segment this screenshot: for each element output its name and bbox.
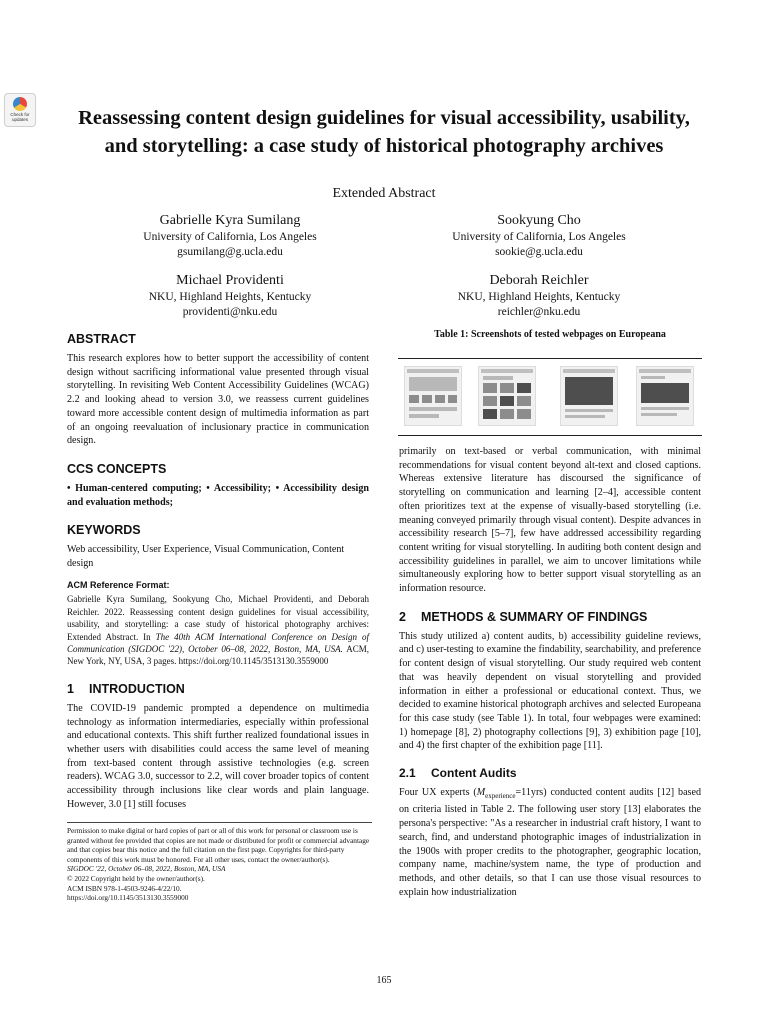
content-audits-text (399, 786, 701, 900)
screenshot-exhibition-chapter (636, 366, 694, 426)
author-block (65, 272, 395, 320)
reference-format-label: ACM Reference Format: (67, 579, 170, 590)
author-name: Gabrielle Kyra Sumilang (159, 213, 301, 228)
abstract-heading: ABSTRACT (67, 332, 136, 346)
author-block (374, 272, 704, 320)
author-affiliation: NKU, Highland Heights, Kentucky (457, 291, 621, 303)
mean-symbol: M (476, 786, 486, 798)
author-name: Michael Providenti (176, 273, 284, 288)
content-audits-prefix: Four UX experts ( (399, 786, 477, 798)
author-email: sookie@g.ucla.edu (495, 246, 583, 258)
author-affiliation: University of California, Los Angeles (143, 231, 317, 243)
screenshot-exhibition-page (560, 366, 618, 426)
author-email: reichler@nku.edu (497, 306, 581, 318)
abstract-text: This research explores how to better support the accessibility of content design without sacrificing informational value presented through visual storytelling. In revisiting Web Content Accessibility Guidelines (WCAG) 2.2 and looking ahead to version 3.0, we reassess current guidelines toward more accessible content design of multimedia information as part of an ongoing reevaluation of inclusionary practice in communication design. (67, 353, 369, 447)
content-audits-number: 2.1 (399, 766, 416, 781)
keywords-heading: KEYWORDS (67, 523, 141, 538)
reference-text-after: ACM, New York, NY, USA, 3 pages. https://doi.org/10.1145/3513130.3559000 (67, 644, 369, 667)
copyright-footnote (67, 822, 372, 903)
mean-subscript: experience (485, 791, 516, 800)
author-name: Deborah Reichler (489, 273, 589, 288)
footnote-venue-text: SIGDOC '22, October 06–08, 2022, Boston, MA, USA (67, 864, 226, 874)
author-block (374, 212, 704, 260)
author-email: providenti@nku.edu (182, 306, 278, 318)
reference-venue: The 40th ACM International Conference on Design of Communication (SIGDOC '22), October 06–08, 2022, Boston, MA, USA. (67, 631, 369, 655)
content-audits-suffix: ) conducted content audits [12] based on criteria listed in Table 2. The following user story [13] elaborates the persona's perspective: "As a researcher in industrial craft history, I want to search, find, and understand photographic images of industrialization in the 1900s with proper credits to the photographer, geographic location, company name, machine/system name, the type of production and methods, and other details, so that I can use those visual resources to explain how industrialization (399, 786, 701, 898)
intro-number: 1 (67, 681, 74, 696)
methods-heading (399, 609, 701, 625)
paper-subtitle: Extended Abstract (332, 186, 436, 201)
content-audits-heading (399, 767, 701, 781)
methods-number: 2 (399, 609, 406, 624)
check-for-updates-badge[interactable] (4, 93, 36, 127)
ccs-heading: CCS CONCEPTS (67, 461, 167, 476)
author-name: Sookyung Cho (497, 213, 581, 228)
mean-value: =11yrs (515, 786, 544, 798)
permission-text: Permission to make digital or hard copies of part or all of this work for personal or classroom use is granted without fee provided that copies are not made or distributed for profit or commercial advantage and that copies bear this notice and the full citation on the first page. Copyrights for third-party components of this work must be honored. For all other uses, contact the owner/author(s). (67, 826, 370, 864)
intro-continued-text: primarily on text-based or verbal communication, with minimal recommendations for visual content beyond alt-text and closed captions. Whereas extensive literature has discoursed the significance of storytelling on communication and learning [2–4], accessible content often prioritizes text at the expense of visually-based storytelling (i.e. meaning conveyed primarily through visual content). Despite advances in accessibility research [5–7], few have addressed accessibility regarding content writing for visual storytelling. In auditing both content design and accessibility guidelines in parallel, we aim to uncover limitations while simultaneously exploring how to better support visual storytelling as an information resource. (399, 446, 701, 595)
table-caption: Table 1: Screenshots of tested webpages on Europeana (434, 329, 666, 340)
intro-title: INTRODUCTION (89, 681, 185, 696)
methods-title: METHODS & SUMMARY OF FINDINGS (421, 609, 648, 624)
reference-format-text (67, 593, 369, 667)
crossmark-icon (13, 97, 27, 111)
page-number: 165 (376, 975, 392, 986)
author-email: gsumilang@g.ucla.edu (177, 246, 283, 258)
methods-text: This study utilized a) content audits, b) accessibility guideline reviews, and c) user-testing to examine the findability, searchability, and preference for content design of visual storytelling. Our study required web content that was heavily dependent on visual storytelling and provided information in either a professional or educational context. Thus, we decided to examine historical photograph archives and selected Europeana for this case study (see Table 1). In total, four webpages were examined: 1) homepage [8], 2) photography collections [9], 3) exhibition page [10], and 4) the first chapter of the exhibition page [11]. (399, 630, 701, 752)
screenshot-photography-collections (478, 366, 536, 426)
screenshot-homepage (404, 366, 462, 426)
footnote-rule (67, 822, 372, 823)
author-affiliation: University of California, Los Angeles (452, 231, 626, 243)
ccs-text: • Human-centered computing; • Accessibility; • Accessibility design and evaluation methods; (67, 482, 369, 508)
footnote-venue (67, 864, 372, 874)
footnote-isbn: ACM ISBN 978-1-4503-9246-4/22/10. (67, 883, 182, 893)
right-column (399, 445, 701, 899)
intro-heading (67, 681, 369, 697)
content-audits-title: Content Audits (431, 766, 517, 781)
screenshot-table (398, 358, 702, 436)
footnote-doi[interactable]: https://doi.org/10.1145/3513130.3559000 (67, 893, 189, 903)
author-block (65, 212, 395, 260)
paper-title: Reassessing content design guidelines for visual accessibility, usability, and storytelling: a case study of historical photography archives (78, 107, 690, 157)
intro-text: The COVID-19 pandemic prompted a dependence on multimedia technology as information intermediaries, especially within professional and educational contexts. This shift further realized foundational issues in whether users with disabilities could access the same level of meaning from text-based content through assistive technologies (e.g. screen readers). WCAG 3.0, successor to 2.2, will cover broader topics of content accessibility through inclusions like clear words and plain language. However, 3.0 [1] still focuses (67, 702, 369, 810)
footnote-copyright: © 2022 Copyright held by the owner/author(s). (67, 873, 205, 883)
reference-text-before: Gabrielle Kyra Sumilang, Sookyung Cho, Michael Providenti, and Deborah Reichler. 2022. Reassessing content design guidelines for visual accessibility, usability, and storytelling: a case study of historical photography archives: Extended Abstract. In (67, 594, 369, 642)
author-affiliation: NKU, Highland Heights, Kentucky (148, 291, 312, 303)
keywords-text: Web accessibility, User Experience, Visual Communication, Content design (67, 544, 345, 570)
left-column (67, 331, 369, 812)
badge-label: Check for updates (10, 112, 30, 122)
